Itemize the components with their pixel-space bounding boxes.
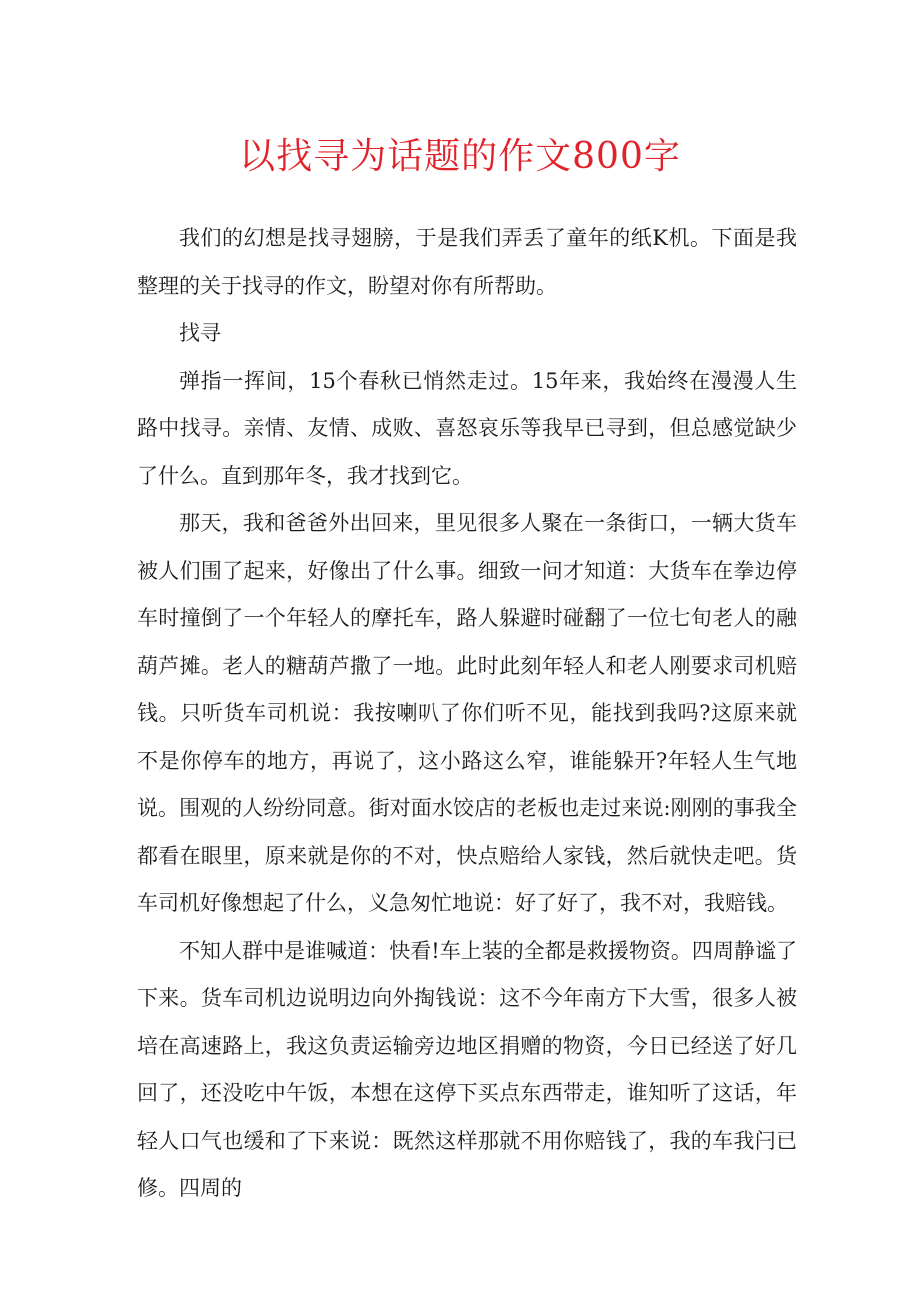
- paragraph-intro: 我们的幻想是找寻翅膀，于是我们弄丢了童年的纸K机。下面是我整理的关于找寻的作文，盼望对你有所帮助。: [137, 226, 797, 298]
- paragraph-subtitle: 找寻: [179, 321, 221, 345]
- paragraph-2: 那天，我和爸爸外出回来，里见很多人聚在一条街口，一辆大货车被人们围了起来，好像出了什么事。细致一问才知道：大货车在拳边停车时撞倒了一个年轻人的摩托车，路人躲避时碰翻了一位七旬老人的融葫芦摊。老人的糖葫芦撒了一地。此时此刻年轻人和老人刚要求司机赔钱。只听货车司机说：我按喇叭了你们听不见，能找到我吗?这原来就不是你停车的地方，再说了，这小路这么窄，谁能躲开?年轻人生气地说。围观的人纷纷同意。街对面水饺店的老板也走过来说:刚刚的事我全都看在眼里，原来就是你的不对，快点赔给人家钱，然后就快走吧。货车司机好像想起了什么，义急匆忙地说：好了好了，我不对，我赔钱。: [137, 511, 797, 915]
- paragraph-1: 弹指一挥间，15个春秋已悄然走过。15年来，我始终在漫漫人生路中找寻。亲情、友情、成败、喜怒哀乐等我早已寻到，但总感觉缺少了什么。直到那年冬，我才找到它。: [137, 368, 797, 488]
- paragraph-3: 不知人群中是谁喊道：快看!车上装的全都是救援物资。四周静谧了下来。货车司机边说明边向外掏钱说：这不今年南方下大雪，很多人被培在高速路上，我这负责运输旁边地区捐赠的物资，今日已经送了好几回了，还没吃中午饭，本想在这停下买点东西带走，谁知听了这话，年轻人口气也缓和了下来说：既然这样那就不用你赔钱了，我的车我闩已修。四周的: [137, 938, 797, 1200]
- document-title: 以找寻为话题的作文800字: [239, 136, 681, 177]
- document-body: [137, 215, 797, 1213]
